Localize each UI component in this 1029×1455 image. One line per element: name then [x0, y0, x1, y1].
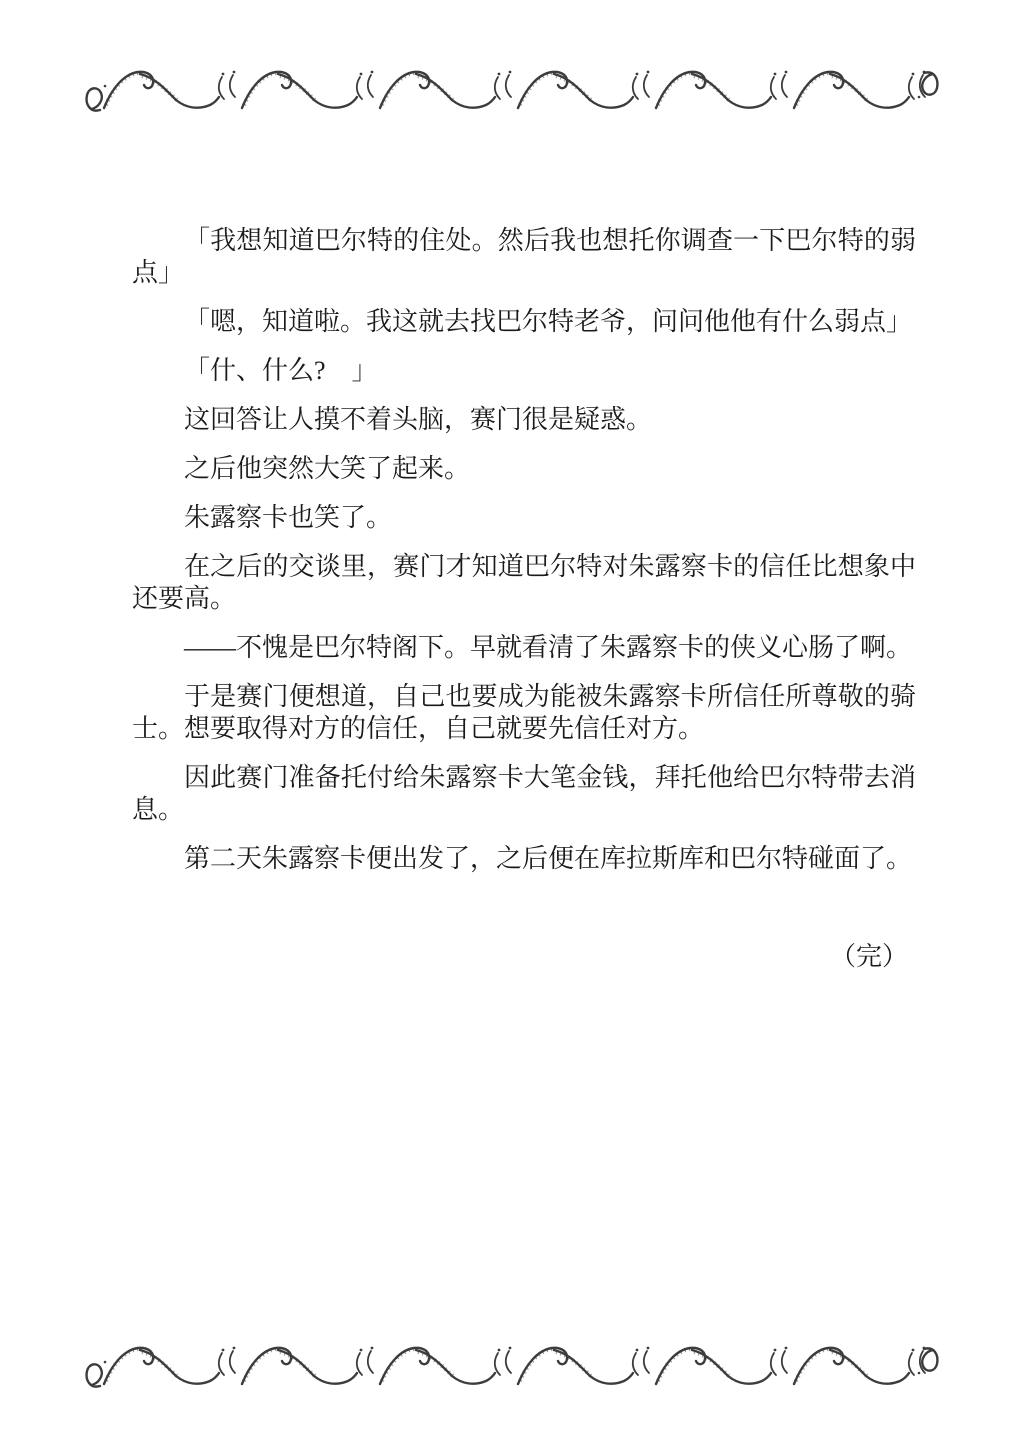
end-mark: （完） — [829, 942, 908, 971]
paragraph: 「嗯，知道啦。我这就去找巴尔特老爷，问问他他有什么弱点」 — [184, 307, 913, 336]
paragraph: 因此赛门准备托付给朱露察卡大笔金钱，拜托他给巴尔特带去消息。 — [132, 763, 916, 824]
story-text — [132, 225, 916, 973]
paragraph: 于是赛门便想道，自己也要成为能被朱露察卡所信任所尊敬的骑士。想要取得对方的信任，自己就要先信任对方。 — [132, 682, 916, 743]
bottom-flourish-border — [84, 1340, 940, 1394]
paragraph: 朱露察卡也笑了。 — [184, 503, 393, 532]
flourish-scroll-icon — [84, 64, 940, 118]
paragraph: ——不愧是巴尔特阁下。早就看清了朱露察卡的侠义心肠了啊。 — [184, 633, 913, 662]
paragraph: 之后他突然大笑了起来。 — [184, 454, 471, 483]
paragraph: 「什、什么? 」 — [184, 356, 378, 385]
top-flourish-border — [84, 64, 940, 118]
paragraph-list — [132, 225, 916, 875]
paragraph: 这回答让人摸不着头脑，赛门很是疑惑。 — [184, 405, 653, 434]
flourish-scroll-icon — [84, 1340, 940, 1394]
paragraph: 「我想知道巴尔特的住处。然后我也想托你调查一下巴尔特的弱点」 — [132, 226, 916, 287]
paragraph: 第二天朱露察卡便出发了，之后便在库拉斯库和巴尔特碰面了。 — [184, 844, 913, 873]
paragraph: 在之后的交谈里，赛门才知道巴尔特对朱露察卡的信任比想象中还要高。 — [132, 552, 916, 613]
